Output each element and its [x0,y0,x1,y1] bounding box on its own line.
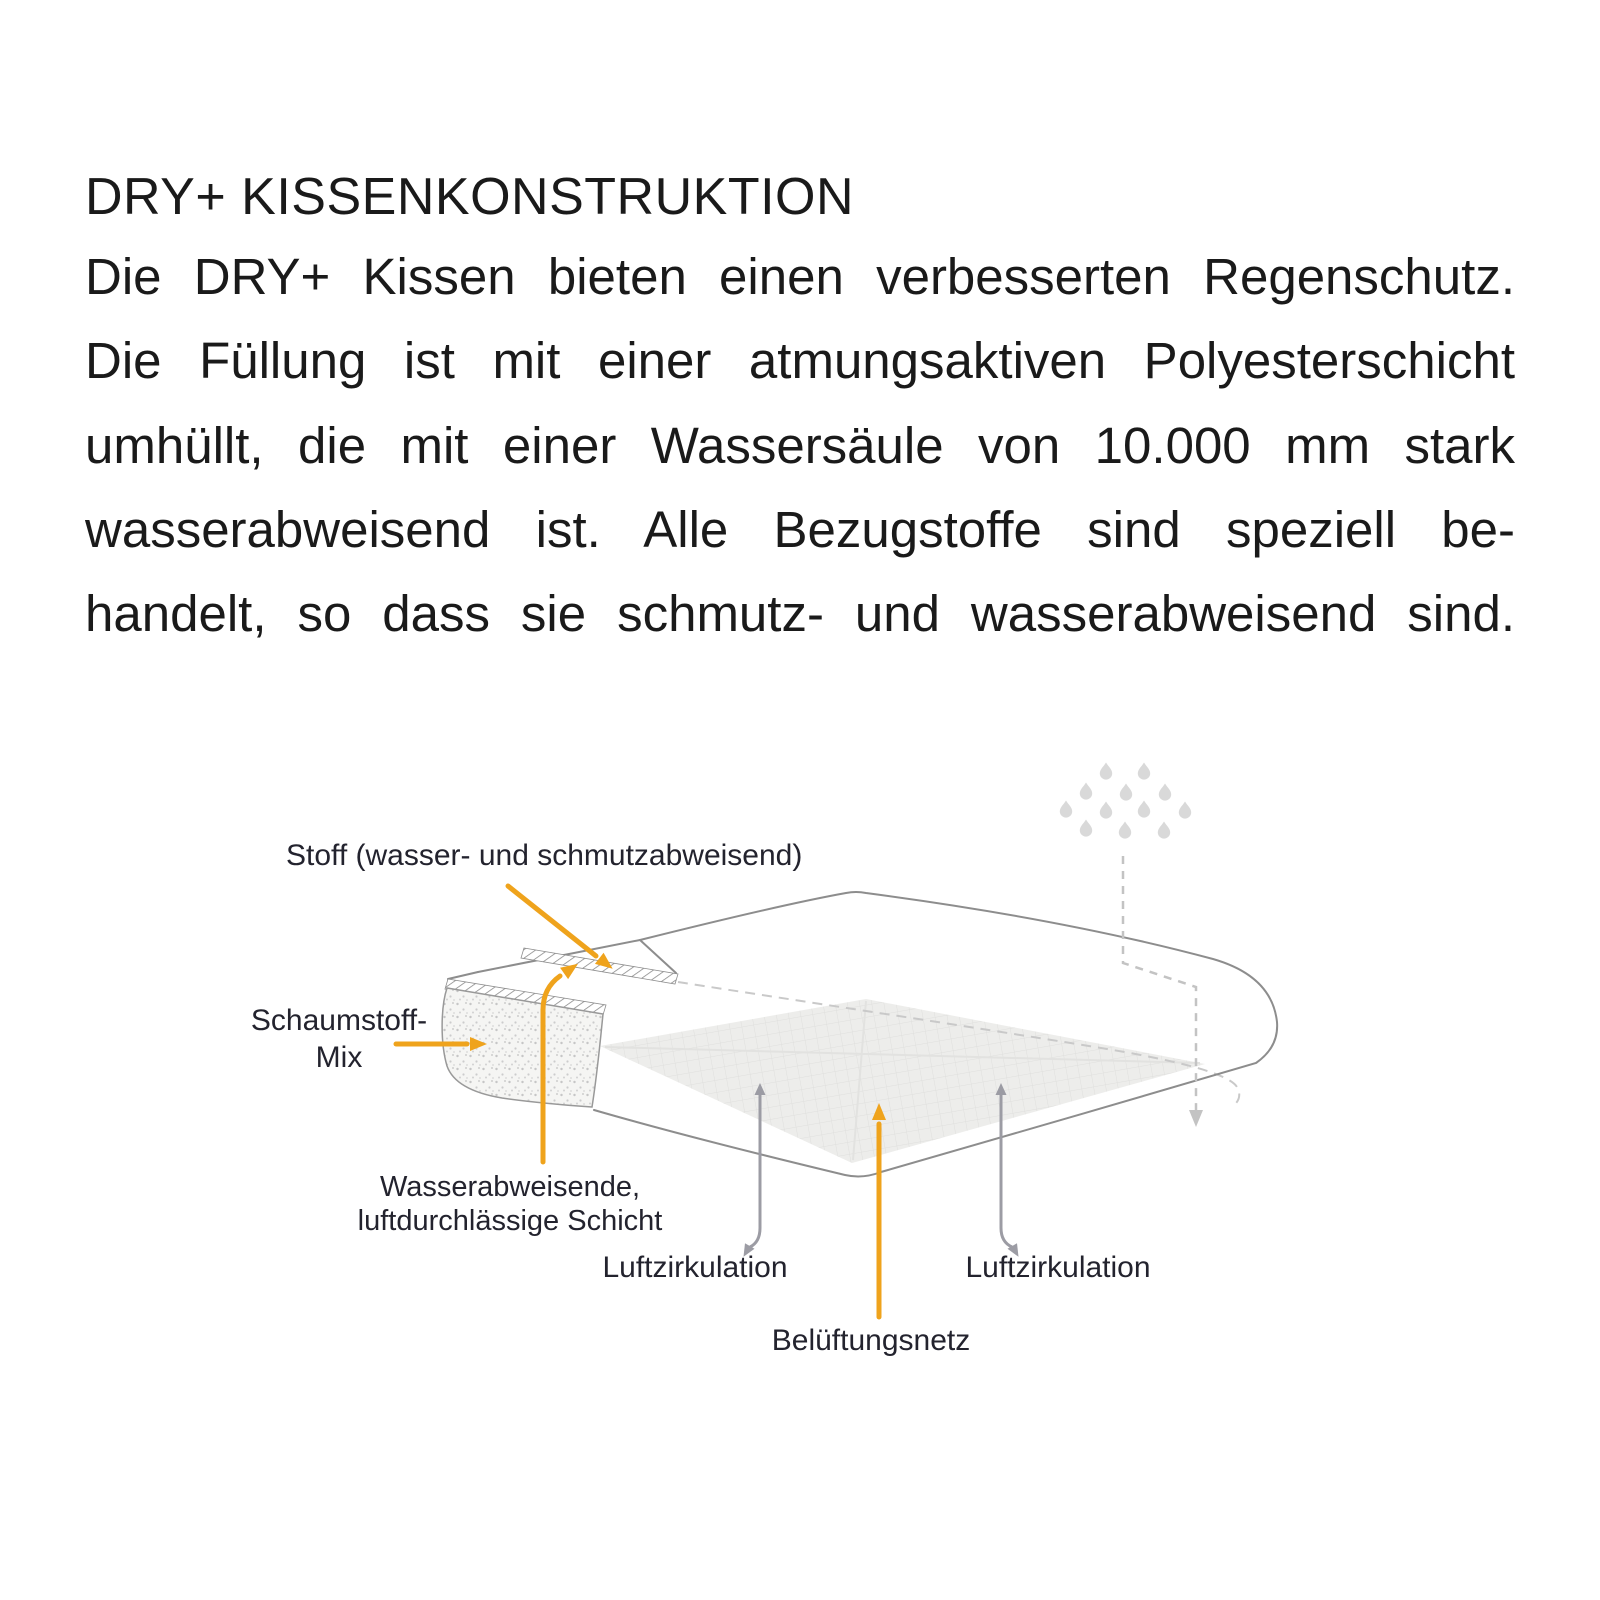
paragraph-line: umhüllt, die mit einer Wassersäule von 10.000 mm stark [85,416,1515,474]
label-air-circulation-right: Luftzirkulation [965,1251,1151,1284]
rain-drops-icon [1060,763,1191,839]
rain-path-dashed-arrow [1123,856,1203,1127]
page-title: DRY+ KISSENKONSTRUKTION [85,168,855,226]
label-water-repellent-layer [358,1170,663,1238]
label-fabric: Stoff (wasser- und schmutzabweisend) [286,839,803,872]
label-ventilation-mesh: Belüftungsnetz [771,1324,971,1357]
label-water-repellent-layer-line2: luftdurchlässige Schicht [357,1205,663,1237]
label-air-circulation-left: Luftzirkulation [602,1251,788,1284]
label-water-repellent-layer-line1: Wasserabweisende, [379,1171,641,1203]
label-foam-mix [251,1002,427,1076]
ventilation-mesh-area [600,999,1205,1163]
label-foam-mix-line2: Mix [315,1041,363,1074]
paragraph-line: Die DRY+ Kissen bieten einen verbesserten Regenschutz. [85,248,1515,305]
paragraph-line: Die Füllung ist mit einer atmungsaktiven Polyesterschicht [85,332,1515,390]
paragraph-line: handelt, so dass sie schmutz- und wasserabweisend sind. [85,585,1515,643]
label-foam-mix-line1: Schaumstoff- [250,1004,428,1037]
paragraph-line: wasserabweisend ist. Alle Bezugstoffe sind speziell be- [85,500,1515,558]
